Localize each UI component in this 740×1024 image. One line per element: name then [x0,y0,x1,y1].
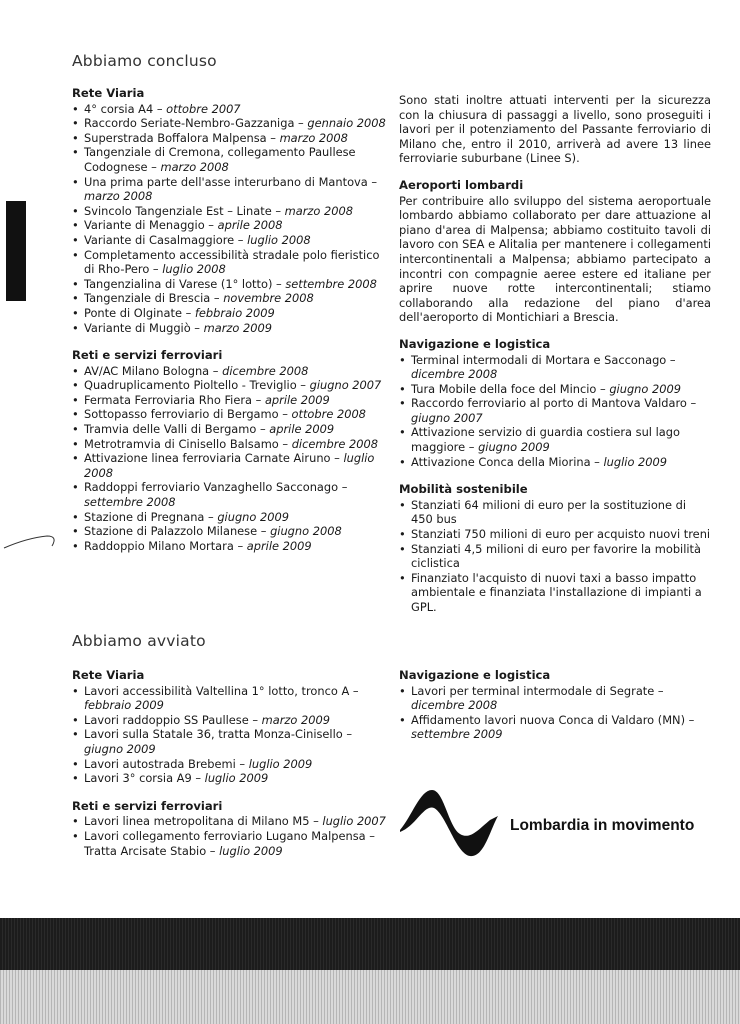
concluso-left-column [72,86,390,566]
list-item-text: Raccordo ferroviario al porto di Mantova Valdaro – [411,396,697,411]
list-item-date: luglio 2007 [322,814,386,829]
list-item-date: aprile 2009 [269,422,335,437]
list-item [72,248,390,277]
list-item-date: luglio 2009 [219,843,283,858]
list-item-date: luglio 2009 [248,756,313,771]
section-title-avviato: Abbiamo avviato [72,632,206,650]
list-item-date: febbraio 2009 [84,698,164,713]
list-item-date: giugno 2009 [217,509,289,524]
list-item-text: Metrotramvia di Cinisello Balsamo – [84,436,292,451]
list-item [72,277,390,292]
list-rete-viaria [72,102,390,336]
heading-navigazione: Navigazione e logistica [399,336,551,351]
list-item-text: Ponte di Olginate – [84,305,195,320]
heading-avviato-rete-viaria: Rete Viaria [72,668,145,682]
list-item-text: Finanziato l'acquisto di nuovi taxi a basso impatto ambientale e finanziata l'installazione di impianti a GPL. [411,570,702,614]
list-item-text: Lavori accessibilità Valtellina 1° lotto, tronco A – [84,683,359,698]
list-item-text: Variante di Casalmaggiore – [84,232,248,247]
list-item [72,814,390,829]
list-item [72,204,390,219]
avviato-right-column [399,668,711,755]
list-item-date: giugno 2009 [478,440,550,455]
list-item [72,306,390,321]
list-item-text: Lavori autostrada Brebemi – [84,756,249,771]
list-item-date: luglio 2009 [603,454,668,469]
heading-avviato-navigazione: Navigazione e logistica [399,668,551,682]
list-item [72,131,390,146]
list-item-text: Tangenziale di Brescia – [84,291,224,306]
list-item [72,233,390,248]
list-item-text: Stanziati 750 milioni di euro per acquisto nuovi treni [411,527,711,542]
list-item-date: giugno 2007 [411,410,483,425]
list-item-date: giugno 2009 [609,381,681,396]
logo-text: Lombardia in movimento [510,817,695,834]
list-item-text: Stazione di Palazzolo Milanese – [84,524,271,539]
list-item-date: ottobre 2007 [166,101,241,116]
list-item-text: Raddoppi ferroviario Vanzaghello Sacconago – [84,480,348,495]
list-navigazione [399,353,711,470]
list-item [399,542,711,571]
list-item-text: Terminal intermodali di Mortara e Sacconago – [411,352,676,367]
list-item [72,524,390,539]
side-marker-bar [6,201,26,301]
list-item-text: Stazione di Pregnana – [84,509,218,524]
list-item-text: Lavori raddoppio SS Paullese – [84,712,262,727]
list-item [72,145,390,174]
section-title-concluso: Abbiamo concluso [72,52,217,70]
list-item-date: dicembre 2008 [222,363,309,378]
list-item-date: marzo 2008 [84,189,153,204]
list-item [399,713,711,742]
list-item [399,382,711,397]
heading-aeroporti: Aeroporti lombardi [399,177,524,192]
footer-band [0,918,740,1024]
list-item [72,175,390,204]
list-item [72,291,390,306]
list-item-text: Tramvia delle Valli di Bergamo – [84,422,270,437]
list-item-date: luglio 2008 [162,262,226,277]
list-item [72,321,390,336]
list-item-text: Variante di Muggiò – [84,320,204,335]
aeroporti-paragraph: Per contribuire allo sviluppo del sistema aeroportuale lombardo abbiamo collaborato per dare attuazione al piano d'area di Malpensa; abbiamo costituito tavoli di lavoro con SEA e Alitalia per mantenere i collegamenti intercontinentali a Malpensa; abbiamo partecipato a incontri con compagnie aeree estere ed italiane per aprire nuove rotte intercontinentali; stiamo collaborando alla redazione del piano d'area dell'aeroporto di Montichiari a Brescia. [399,193,711,325]
list-item [72,757,390,772]
list-item-date: dicembre 2008 [411,698,498,713]
list-item-date: giugno 2009 [84,741,156,756]
list-item-text: Sottopasso ferroviario di Bergamo – [84,407,292,422]
list-item-text: Tangenziale di Cremona, collegamento Paullese Codognese – [84,145,356,174]
list-item [399,527,711,542]
list-item [72,480,390,509]
list-item-text: Lavori sulla Statale 36, tratta Monza-Cinisello – [84,727,353,742]
list-item-text: Lavori per terminal intermodale di Segrate – [411,683,664,698]
list-item [399,498,711,527]
list-item-text: AV/AC Milano Bologna – [84,363,223,378]
list-item-date: giugno 2008 [270,524,342,539]
list-item [72,771,390,786]
list-avviato-ferroviari [72,814,390,858]
list-item-text: Lavori collegamento ferroviario Lugano Malpensa – Tratta Arcisate Stabio – [84,828,375,858]
list-item-text: Superstrada Boffalora Malpensa – [84,130,280,145]
intro-paragraph: Sono stati inoltre attuati interventi per la sicurezza con la chiusura di passaggi a livello, sono proseguiti i lavori per il potenziamento del Passante ferroviario di Milano che, entro il 2010, arriverà ad avere 13 linee ferroviarie suburbane (Linee S). [399,93,711,166]
list-item-date: dicembre 2008 [291,436,378,451]
list-item [72,713,390,728]
list-reti-ferroviarie [72,364,390,554]
list-item-date: ottobre 2008 [291,407,366,422]
list-item [399,455,711,470]
list-item-text: Una prima parte dell'asse interurbano di Mantova – [84,174,378,189]
list-item-date: aprile 2008 [217,218,283,233]
list-item-date: luglio 2009 [204,771,269,786]
list-item-text: Quadruplicamento Pioltello - Treviglio – [84,378,310,393]
avviato-left-column [72,668,390,871]
list-item [72,218,390,233]
list-item [72,451,390,480]
list-item [399,396,711,425]
list-item [72,829,390,858]
list-item-text: Stanziati 64 milioni di euro per la sostituzione di 450 bus [411,497,687,527]
list-item-date: marzo 2008 [284,203,353,218]
list-item-date: settembre 2008 [285,276,377,291]
list-item [72,407,390,422]
heading-rete-viaria: Rete Viaria [72,86,145,100]
list-item-date: dicembre 2008 [411,367,498,382]
concluso-right-column [399,93,711,628]
list-item-date: settembre 2008 [84,495,176,510]
list-item [72,102,390,117]
list-item [72,684,390,713]
list-item-date: marzo 2009 [203,320,272,335]
list-item-text: Completamento accessibilità stradale polo fieristico di Rho-Pero – [84,247,380,277]
list-item [399,684,711,713]
list-item [72,364,390,379]
list-item-date: aprile 2009 [246,538,312,553]
list-item-text: Raddoppio Milano Mortara – [84,538,247,553]
list-item-text: Attivazione servizio di guardia costiera sul lago maggiore – [411,425,680,455]
list-item-text: Attivazione Conca della Miorina – [411,454,604,469]
list-item-text: Variante di Menaggio – [84,218,218,233]
list-item [72,378,390,393]
list-item-date: marzo 2009 [261,712,330,727]
list-item-text: Fermata Ferroviaria Rho Fiera – [84,392,265,407]
list-item-text: 4° corsia A4 – [84,101,167,116]
list-avviato-rete-viaria [72,684,390,786]
list-item-text: Svincolo Tangenziale Est – Linate – [84,203,285,218]
list-item-date: settembre 2009 [411,727,503,742]
list-item-date: aprile 2009 [264,392,330,407]
list-item [399,571,711,615]
list-item [72,510,390,525]
list-item-date: gennaio 2008 [307,116,386,131]
list-item-date: febbraio 2009 [194,305,275,320]
list-item [72,539,390,554]
list-item-text: Stanziati 4,5 milioni di euro per favorire la mobilità ciclistica [411,541,701,571]
list-item-date: luglio 2008 [247,232,311,247]
list-item-date: luglio 2008 [84,451,375,480]
list-item-date: giugno 2007 [309,378,382,393]
list-item-text: Tangenzialina di Varese (1° lotto) – [84,276,286,291]
heading-reti-ferroviarie: Reti e servizi ferroviari [72,348,223,363]
list-item-text: Tura Mobile della foce del Mincio – [411,381,610,396]
list-item [72,437,390,452]
list-item [72,727,390,756]
list-item-text: Attivazione linea ferroviaria Carnate Airuno – [84,451,344,466]
pen-stroke-mark [2,528,62,558]
list-item [72,116,390,131]
list-item-text: Raccordo Seriate-Nembro-Gazzaniga – [84,116,308,131]
list-item [399,425,711,454]
list-item [72,393,390,408]
list-item-text: Lavori linea metropolitana di Milano M5 – [84,814,323,829]
list-item-date: novembre 2008 [223,291,314,306]
heading-mobilita: Mobilità sostenibile [399,482,528,497]
list-item-date: marzo 2008 [279,130,348,145]
list-mobilita [399,498,711,615]
list-avviato-navigazione [399,684,711,742]
list-item-text: Affidamento lavori nuova Conca di Valdaro (MN) – [411,712,695,727]
list-item [399,353,711,382]
heading-avviato-ferroviari: Reti e servizi ferroviari [72,798,223,813]
list-item-text: Lavori 3° corsia A9 – [84,771,205,786]
list-item [72,422,390,437]
list-item-date: marzo 2008 [160,159,229,174]
